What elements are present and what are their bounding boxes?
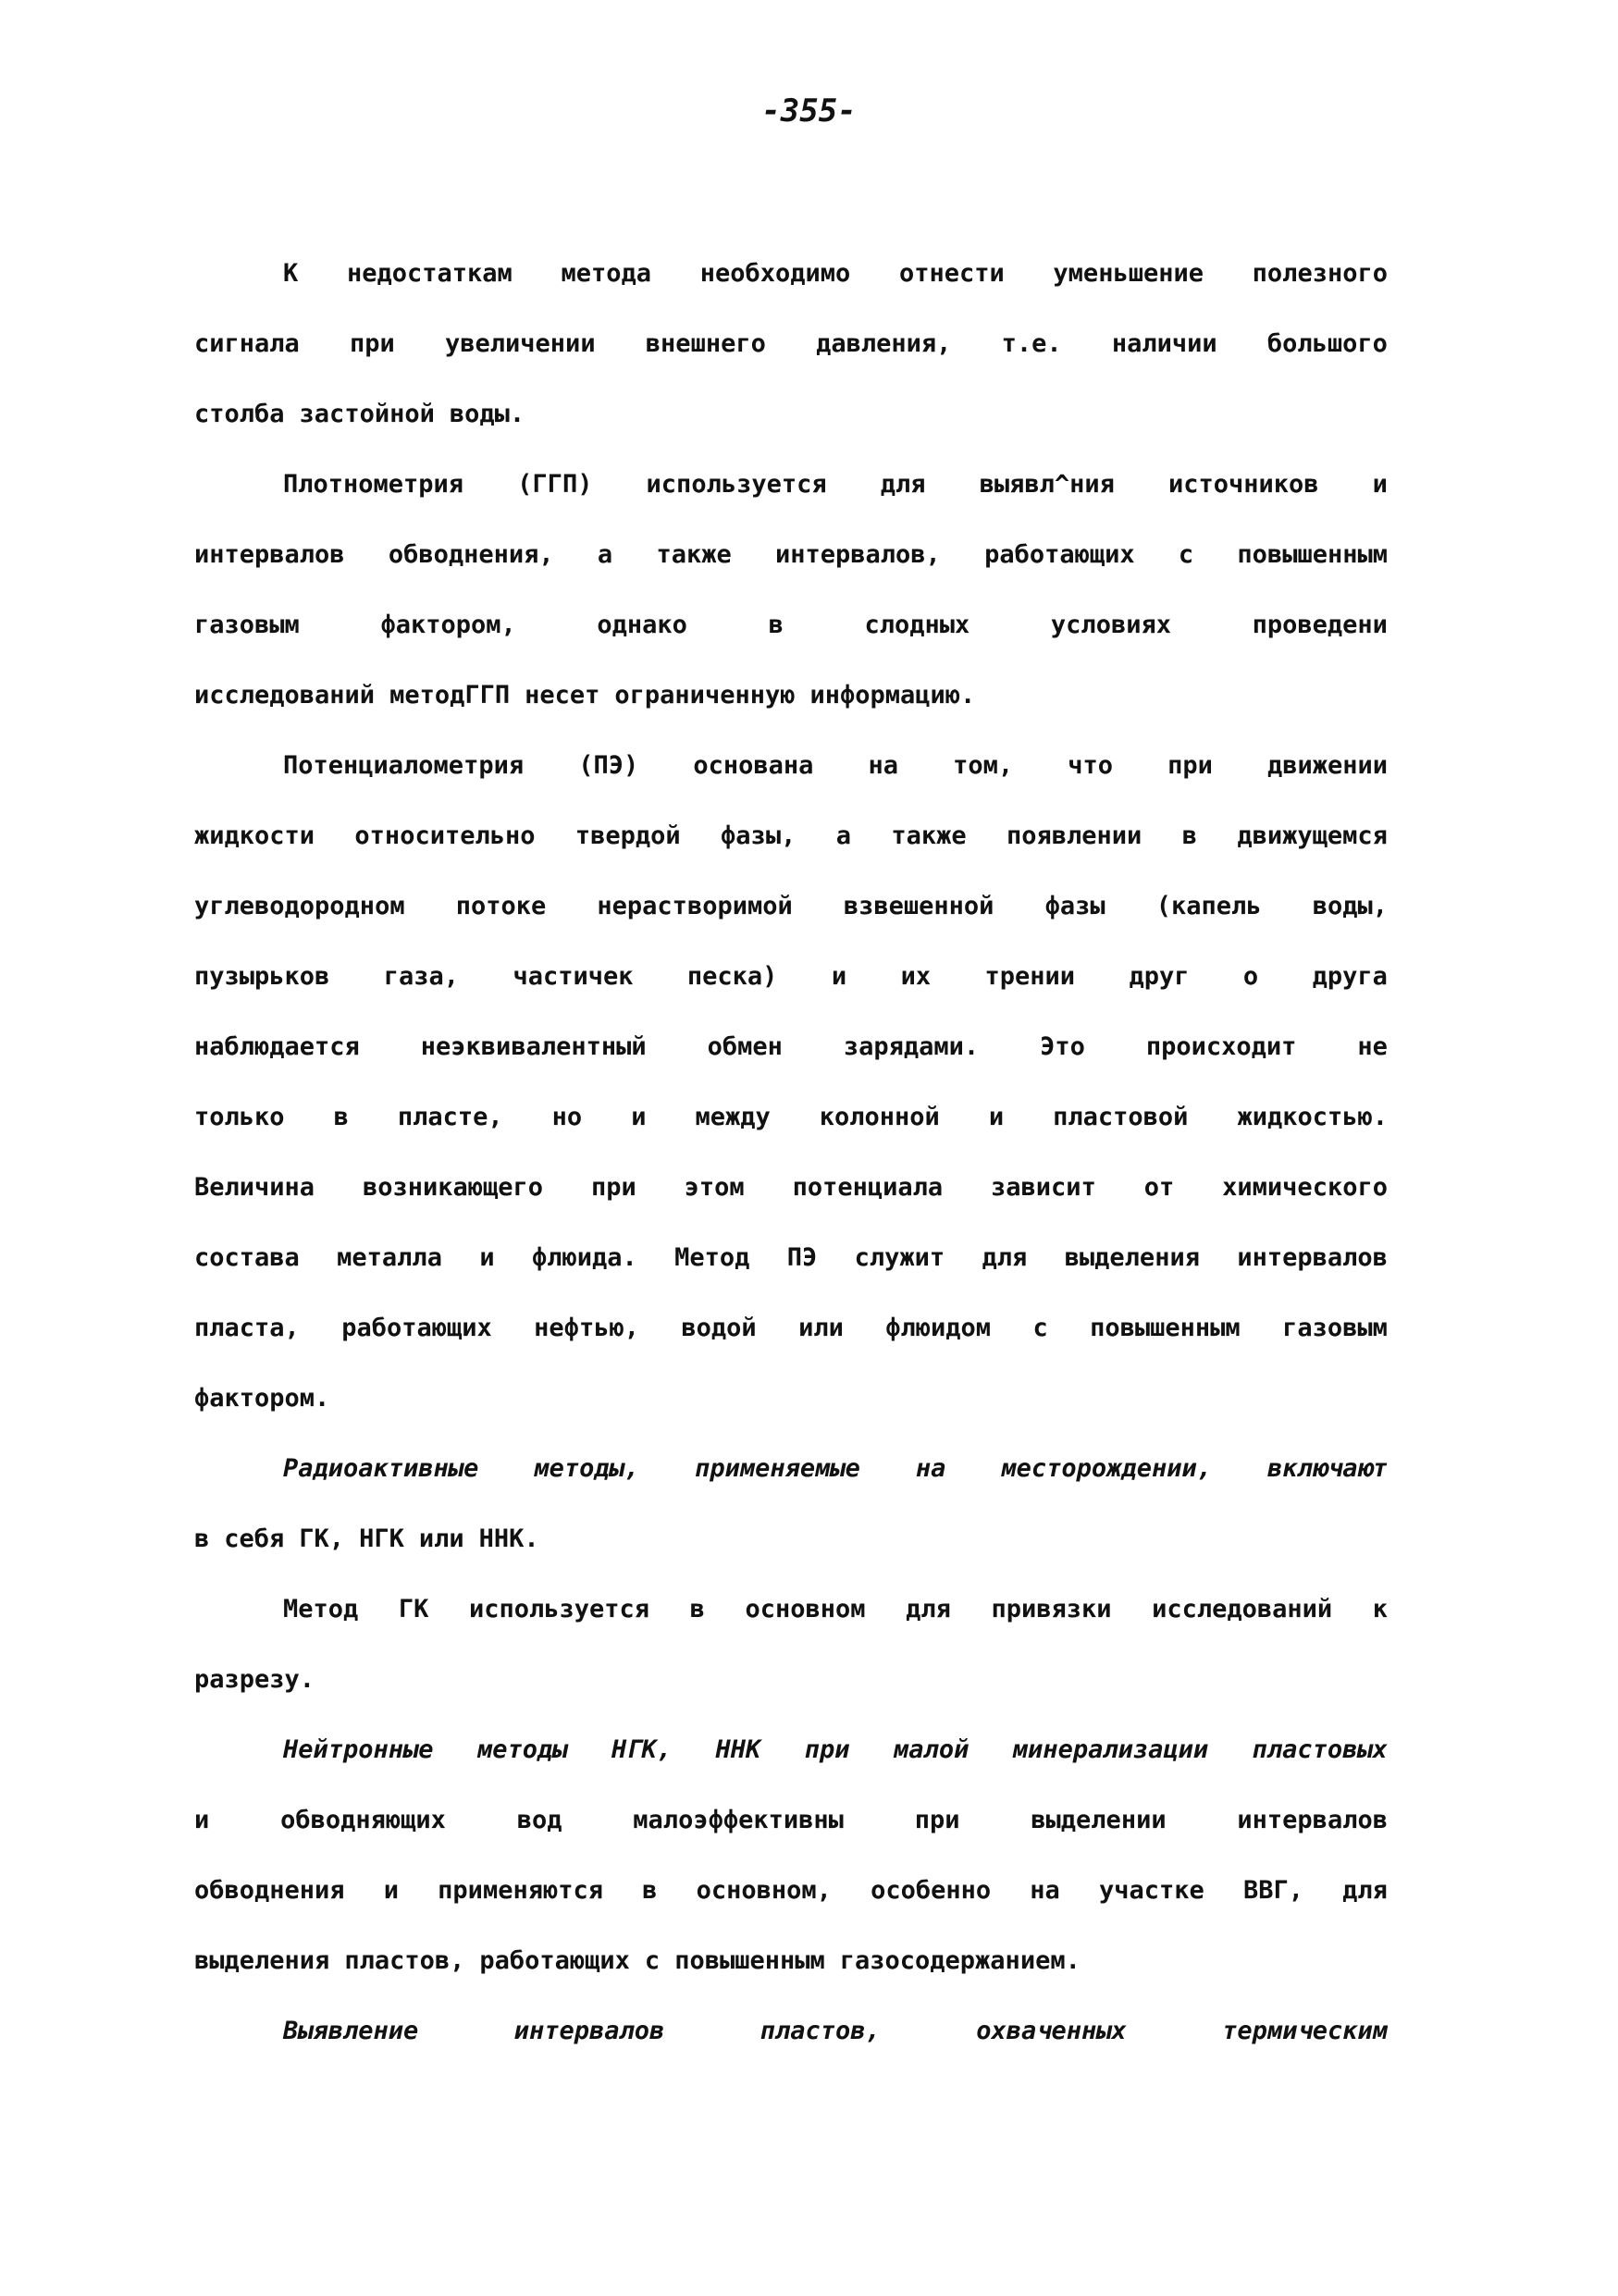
word: в [689,1595,705,1623]
word: также [891,821,967,850]
word: и [988,1103,1005,1131]
word: Величина [194,1173,315,1202]
word: друга [1312,962,1388,991]
word: водой [681,1314,757,1342]
word: при [590,1173,636,1202]
word: (капель [1155,892,1262,920]
text-line [194,951,1388,1021]
word: неэквивалентный [420,1032,647,1061]
word: применяются [438,1876,603,1905]
word: т.е. [1001,329,1062,358]
word: жидкостью. [1237,1103,1388,1131]
text-line [194,389,1388,459]
text-line [194,1092,1388,1162]
word: не [1357,1032,1388,1061]
word: при [804,1735,850,1764]
word: наблюдается [194,1032,360,1061]
word: на [868,751,898,780]
text-line [194,1443,1388,1513]
word: флюидом [885,1314,992,1342]
text-line [194,248,1388,318]
word: Это [1040,1032,1085,1061]
word: твердой [574,821,681,850]
word: пластов, [344,1946,465,1975]
word: используется [468,1595,650,1623]
word: на [1030,1876,1060,1905]
word: воды. [449,400,525,428]
word: а [835,821,851,850]
word: пластовой [1053,1103,1189,1131]
text-line [194,1935,1388,2006]
word: условиях [1050,611,1171,639]
word: (ПЭ) [578,751,639,780]
word: нефтью, [534,1314,639,1342]
word: состава [194,1243,300,1272]
word: малой [894,1735,970,1764]
word: для [982,1243,1028,1272]
word: нерастворимой [597,892,793,920]
word: относительно [354,821,536,850]
word: повышенным [1090,1314,1241,1342]
word: используется [646,470,827,499]
word: но [551,1103,583,1131]
word: взвешенной [843,892,994,920]
word: также [656,540,732,569]
word: в [333,1103,349,1131]
word: основном [745,1595,866,1623]
word: потоке [455,892,547,920]
word: с [644,1946,661,1975]
word: их [900,962,932,991]
word: и [479,1243,495,1272]
word: уменьшение [1053,259,1204,288]
word: ВВГ, [1242,1876,1303,1905]
word: интервалов [1237,1243,1388,1272]
word: фазы, [721,821,797,850]
word: участке [1098,1876,1204,1905]
word: и [831,962,847,991]
word: слодных [864,611,970,639]
word: повышенным [674,1946,825,1975]
word: и [383,1876,399,1905]
text-line [194,881,1388,951]
text-line [194,529,1388,599]
word: пластов, [760,2017,881,2045]
word: в [768,611,784,639]
word: пласта, [194,1314,300,1342]
word: жидкости [194,821,315,850]
word: металла [337,1243,442,1272]
word: флюида. [531,1243,637,1272]
word: минерализации [1012,1735,1209,1764]
word: выделении [1031,1806,1167,1834]
word: движении [1266,751,1388,780]
word: обводнения, [388,540,554,569]
text-line [194,599,1388,670]
word: возникающего [362,1173,544,1202]
word: с [1032,1314,1048,1342]
word: происходит [1145,1032,1297,1061]
word: песка) [686,962,778,991]
word: химического [1222,1173,1388,1202]
word: ГК [398,1595,429,1623]
word: обводнения [194,1876,345,1905]
word: основном, [696,1876,832,1905]
word: зарядами. [843,1032,980,1061]
word: работающих [341,1314,492,1342]
word: ПЭ [786,1243,818,1272]
word: выделения [1064,1243,1200,1272]
word: включают [1266,1454,1388,1483]
text-line [194,1584,1388,1654]
word: привязки [991,1595,1112,1623]
word: столба [194,400,285,428]
word: появлении [1007,821,1142,850]
text-line [194,1162,1388,1232]
word: том, [953,751,1014,780]
word: для [906,1595,951,1623]
word: К [283,259,299,288]
word: информацию. [809,681,976,710]
page-number: -355- [761,93,857,130]
word: внешнего [645,329,766,358]
word: фактором. [194,1384,330,1413]
text-line [194,318,1388,389]
text-line [194,1513,1388,1584]
word: фазы [1044,892,1105,920]
word: интервалов, [774,540,941,569]
word: исследований [1152,1595,1333,1623]
word: Метод [283,1595,359,1623]
word: застойной [299,400,435,428]
word: на [915,1454,946,1483]
word: движущемся [1237,821,1388,850]
text-line [194,1232,1388,1302]
text-line [194,1865,1388,1935]
document-body [194,248,1388,2076]
word: источников [1168,470,1319,499]
word: ГК, [299,1524,345,1553]
text-line [194,1724,1388,1795]
word: между [695,1103,771,1131]
word: к [1372,1595,1388,1623]
word: термическим [1222,2017,1388,2045]
word: что [1068,751,1113,780]
word: НГК, [611,1735,673,1764]
word: зависит [991,1173,1096,1202]
word: при [914,1806,960,1834]
word: Выявление [283,2017,419,2045]
word: выявл^ния [979,470,1115,499]
word: для [1342,1876,1388,1905]
word: этом [684,1173,745,1202]
word: или [418,1524,464,1553]
word: и [631,1103,647,1131]
word: работающих [479,1946,630,1975]
word: повышенным [1237,540,1388,569]
word: недостаткам [346,259,513,288]
word: при [350,329,395,358]
word: только [194,1103,285,1131]
word: интервалов [1237,1806,1388,1834]
word: газосодержанием. [839,1946,1081,1975]
word: пузырьков [194,962,330,991]
word: НГК [359,1524,404,1553]
word: методГГП [389,681,511,710]
word: и [194,1806,210,1834]
word: обмен [707,1032,783,1061]
word: частичек [513,962,634,991]
word: особенно [871,1876,992,1905]
word: трении [984,962,1076,991]
text-line [194,459,1388,529]
word: малоэффективны [633,1806,844,1834]
word: полезного [1252,259,1388,288]
word: необходимо [699,259,851,288]
word: Плотнометрия [283,470,464,499]
word: газовым [1282,1314,1388,1342]
word: сигнала [194,329,300,358]
word: а [597,540,613,569]
word: исследований [194,681,376,710]
word: колонной [819,1103,940,1131]
text-line [194,1021,1388,1092]
word: несет [525,681,600,710]
word: основана [693,751,814,780]
word: себя [224,1524,285,1553]
word: отнести [898,259,1005,288]
word: обводняющих [280,1806,446,1834]
word: работающих [984,540,1135,569]
word: в [1181,821,1197,850]
word: ННК [715,1735,761,1764]
word: разрезу. [194,1665,315,1694]
word: методы [477,1735,568,1764]
word: друг [1129,962,1190,991]
word: ННК. [478,1524,539,1553]
word: и [1372,470,1388,499]
word: охваченных [976,2017,1127,2045]
word: увеличении [445,329,596,358]
word: Радиоактивные [283,1454,479,1483]
word: от [1143,1173,1175,1202]
word: однако [597,611,687,639]
text-line [194,740,1388,810]
word: служит [854,1243,945,1272]
word: потенциала [792,1173,944,1202]
word: выделения [194,1946,330,1975]
text-line [194,1795,1388,1865]
word: методы, [534,1454,640,1483]
word: большого [1266,329,1388,358]
text-line [194,810,1388,881]
word: Метод [674,1243,750,1272]
word: для [880,470,926,499]
word: (ГГП) [517,470,593,499]
word: пласте, [397,1103,503,1131]
word: месторождении, [1001,1454,1212,1483]
word: с [1178,540,1194,569]
text-line [194,1302,1388,1373]
word: углеводородном [194,892,405,920]
word: в [194,1524,210,1553]
word: или [798,1314,844,1342]
word: пластовых [1252,1735,1388,1764]
word: проведени [1252,611,1388,639]
word: метода [561,259,651,288]
word: Потенциалометрия [283,751,525,780]
word: при [1167,751,1213,780]
word: применяемые [695,1454,860,1483]
word: интервалов [513,2017,665,2045]
word: фактором, [380,611,516,639]
word: воды, [1312,892,1388,920]
text-line [194,670,1388,740]
word: Нейтронные [283,1735,434,1764]
word: в [642,1876,658,1905]
word: о [1242,962,1259,991]
word: газовым [194,611,300,639]
text-line [194,1373,1388,1443]
text-line [194,1654,1388,1724]
word: вод [516,1806,562,1834]
word: интервалов [194,540,345,569]
word: газа, [383,962,460,991]
word: наличии [1111,329,1217,358]
word: ограниченную [614,681,796,710]
text-line [194,2006,1388,2076]
word: давления, [816,329,952,358]
